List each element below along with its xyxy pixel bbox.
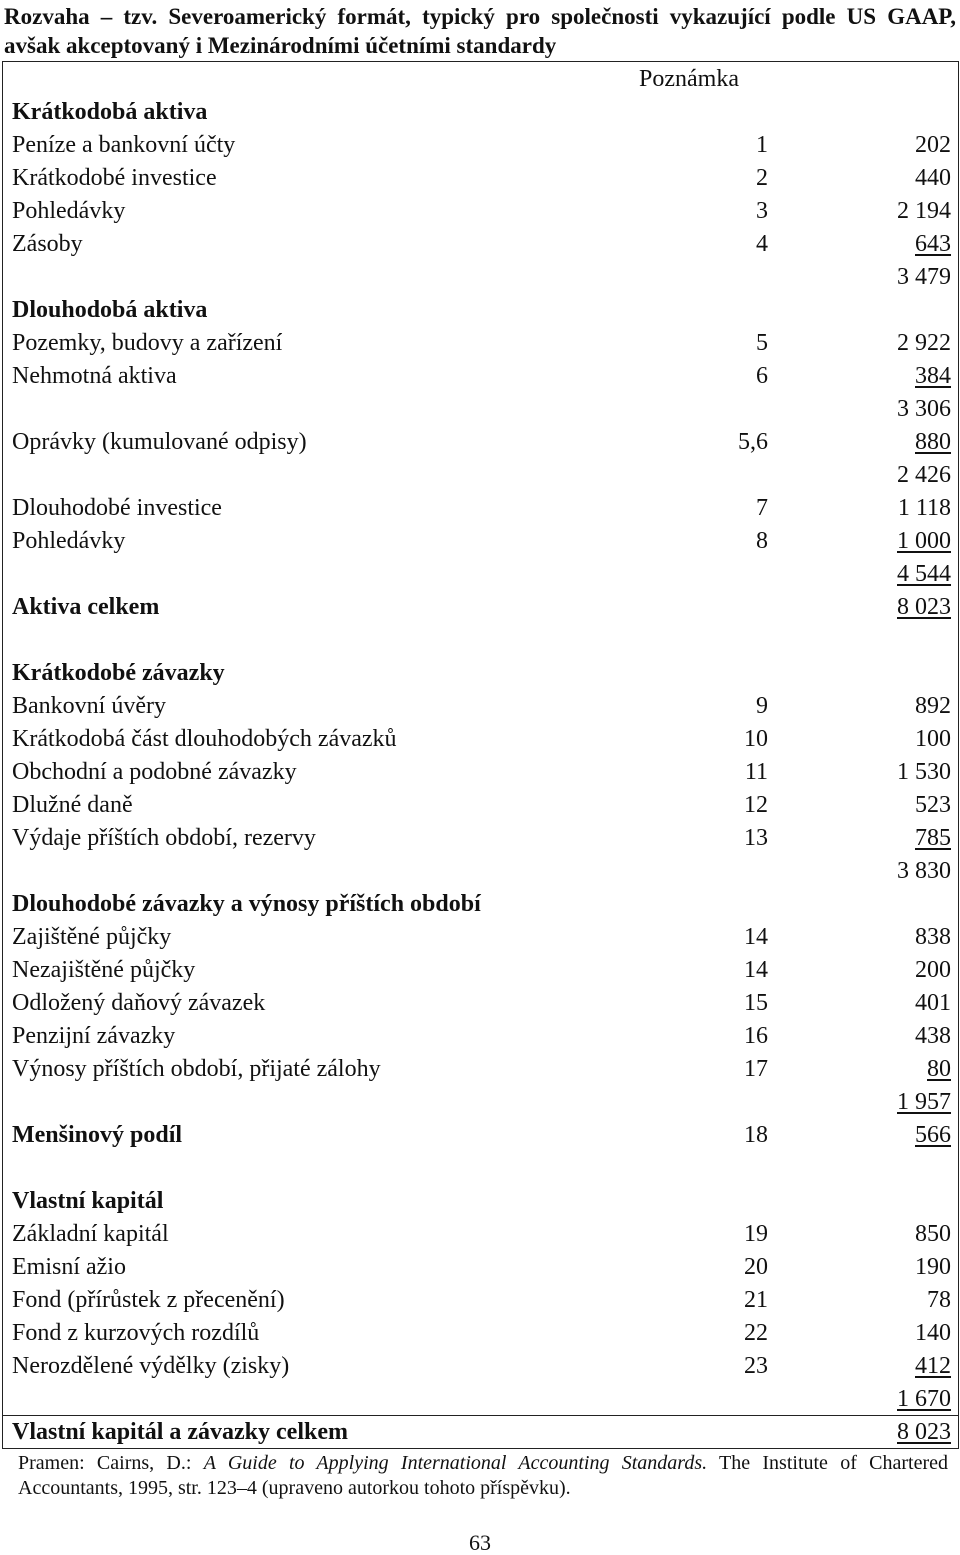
row-label: Obchodní a podobné závazky — [12, 759, 297, 785]
table-row — [3, 789, 958, 822]
row-label: Krátkodobé investice — [12, 165, 217, 191]
row-note: 18 — [744, 1122, 768, 1148]
row-amount: 440 — [915, 165, 951, 191]
row-amount: 80 — [927, 1056, 951, 1082]
row-amount: 412 — [915, 1353, 951, 1379]
row-label: Vlastní kapitál a závazky celkem — [12, 1419, 348, 1445]
table-row — [3, 1020, 958, 1053]
subtotal-row — [3, 558, 958, 591]
page-title: Rozvaha – tzv. Severoamerický formát, typický pro společnosti vykazující podle US GAAP, avšak akceptovaný i Mezinárodními účetními standardy — [4, 4, 956, 58]
row-amount: 384 — [915, 363, 951, 389]
row-label: Výdaje příštích období, rezervy — [12, 825, 316, 851]
row-label: Nerozdělené výdělky (zisky) — [12, 1353, 290, 1379]
row-note: 17 — [744, 1056, 768, 1082]
row-note: 12 — [744, 792, 768, 818]
row-amount: 785 — [915, 825, 951, 851]
row-label: Menšinový podíl — [12, 1122, 183, 1148]
subtotal-row — [3, 624, 958, 657]
row-note: 11 — [744, 759, 768, 785]
section-heading-row — [3, 591, 958, 624]
source-book-title: A Guide to Applying International Accounting Standards. — [203, 1452, 708, 1474]
row-label: Zásoby — [12, 231, 83, 257]
row-label: Vlastní kapitál — [12, 1188, 164, 1214]
row-amount: 1 118 — [897, 495, 951, 521]
table-row — [3, 525, 958, 558]
row-note: 4 — [756, 231, 768, 257]
source-prefix: Pramen: Cairns, D.: — [18, 1452, 204, 1474]
row-amount: 2 922 — [897, 330, 951, 356]
row-note: 16 — [744, 1023, 768, 1049]
table-row — [3, 228, 958, 261]
row-label: Krátkodobé závazky — [12, 660, 225, 686]
total-separator — [3, 1415, 958, 1448]
table-row — [3, 1350, 958, 1383]
row-note: 20 — [744, 1254, 768, 1280]
balance-sheet-table — [2, 61, 959, 1449]
row-label: Dlouhodobé závazky a výnosy příštích období — [12, 891, 481, 917]
row-amount: 892 — [915, 693, 951, 719]
table-row — [3, 921, 958, 954]
row-label: Emisní ažio — [12, 1254, 126, 1280]
row-amount: 3 479 — [897, 264, 951, 290]
row-note: 9 — [756, 693, 768, 719]
table-row — [3, 723, 958, 756]
row-note: 14 — [744, 924, 768, 950]
row-label: Pohledávky — [12, 528, 126, 554]
table-row — [3, 162, 958, 195]
section-heading-row — [3, 294, 958, 327]
table-row — [3, 426, 958, 459]
row-note: 15 — [744, 990, 768, 1016]
row-note: 21 — [744, 1287, 768, 1313]
row-amount: 1 530 — [897, 759, 951, 785]
row-label: Odložený daňový závazek — [12, 990, 266, 1016]
table-row — [3, 195, 958, 228]
section-heading-row — [3, 1119, 958, 1152]
row-amount: 850 — [915, 1221, 951, 1247]
row-note: 22 — [744, 1320, 768, 1346]
table-row — [3, 1284, 958, 1317]
row-label: Nehmotná aktiva — [12, 363, 177, 389]
table-row — [3, 492, 958, 525]
source-suffix: The Institute of Chartered Accountants, 1995, str. 123–4 (upraveno autorkou tohoto příspěvku). — [18, 1452, 948, 1499]
row-amount: 4 544 — [897, 561, 951, 587]
subtotal-row — [3, 1152, 958, 1185]
row-label: Pozemky, budovy a zařízení — [12, 330, 283, 356]
row-label: Fond z kurzových rozdílů — [12, 1320, 260, 1346]
row-note: 3 — [756, 198, 768, 224]
row-label: Bankovní úvěry — [12, 693, 166, 719]
row-amount: 202 — [915, 132, 951, 158]
row-amount: 3 306 — [897, 396, 951, 422]
table-row — [3, 822, 958, 855]
subtotal-row — [3, 459, 958, 492]
row-amount: 8 023 — [897, 594, 951, 620]
table-row — [3, 690, 958, 723]
row-amount: 190 — [915, 1254, 951, 1280]
section-heading-row — [3, 96, 958, 129]
table-row — [3, 1218, 958, 1251]
row-note: 8 — [756, 528, 768, 554]
subtotal-row — [3, 261, 958, 294]
row-label: Základní kapitál — [12, 1221, 169, 1247]
row-note: 2 — [756, 165, 768, 191]
subtotal-row — [3, 393, 958, 426]
row-amount: 78 — [927, 1287, 951, 1313]
source-citation — [18, 1451, 948, 1501]
table-row — [3, 129, 958, 162]
section-heading-row — [3, 657, 958, 690]
row-label: Dlouhodobá aktiva — [12, 297, 208, 323]
row-amount: 401 — [915, 990, 951, 1016]
table-row — [3, 1053, 958, 1086]
row-amount: 838 — [915, 924, 951, 950]
row-amount: 1 670 — [897, 1386, 951, 1412]
row-label: Peníze a bankovní účty — [12, 132, 236, 158]
table-row — [3, 1251, 958, 1284]
row-amount: 1 000 — [897, 528, 951, 554]
row-note: 19 — [744, 1221, 768, 1247]
row-amount: 2 194 — [897, 198, 951, 224]
table-header-row — [3, 63, 958, 96]
row-amount: 566 — [915, 1122, 951, 1148]
row-amount: 200 — [915, 957, 951, 983]
table-row — [3, 360, 958, 393]
row-amount: 100 — [915, 726, 951, 752]
table-row — [3, 954, 958, 987]
row-label: Výnosy příštích období, přijaté zálohy — [12, 1056, 381, 1082]
row-note: 5,6 — [738, 429, 768, 455]
row-amount: 523 — [915, 792, 951, 818]
table-row — [3, 756, 958, 789]
note-column-header: Poznámka — [639, 66, 739, 92]
table-row — [3, 1317, 958, 1350]
row-label: Oprávky (kumulované odpisy) — [12, 429, 307, 455]
row-label: Penzijní závazky — [12, 1023, 176, 1049]
row-note: 5 — [756, 330, 768, 356]
row-note: 6 — [756, 363, 768, 389]
section-heading-row — [3, 1185, 958, 1218]
row-label: Dlouhodobé investice — [12, 495, 222, 521]
row-label: Krátkodobá aktiva — [12, 99, 208, 125]
row-amount: 1 957 — [897, 1089, 951, 1115]
row-amount: 880 — [915, 429, 951, 455]
row-note: 14 — [744, 957, 768, 983]
row-note: 23 — [744, 1353, 768, 1379]
table-row — [3, 987, 958, 1020]
row-amount: 643 — [915, 231, 951, 257]
row-label: Krátkodobá část dlouhodobých závazků — [12, 726, 397, 752]
subtotal-row — [3, 855, 958, 888]
row-note: 7 — [756, 495, 768, 521]
row-amount: 3 830 — [897, 858, 951, 884]
page-number: 63 — [469, 1530, 491, 1555]
row-label: Pohledávky — [12, 198, 126, 224]
row-note: 1 — [756, 132, 768, 158]
row-label: Zajištěné půjčky — [12, 924, 172, 950]
row-label: Nezajištěné půjčky — [12, 957, 196, 983]
row-amount: 140 — [915, 1320, 951, 1346]
row-note: 10 — [744, 726, 768, 752]
row-amount: 8 023 — [897, 1419, 951, 1445]
subtotal-row — [3, 1383, 958, 1416]
row-label: Aktiva celkem — [12, 594, 160, 620]
section-heading-row — [3, 888, 958, 921]
row-label: Fond (přírůstek z přecenění) — [12, 1287, 285, 1313]
row-amount: 2 426 — [897, 462, 951, 488]
table-row — [3, 327, 958, 360]
subtotal-row — [3, 1086, 958, 1119]
row-amount: 438 — [915, 1023, 951, 1049]
row-note: 13 — [744, 825, 768, 851]
row-label: Dlužné daně — [12, 792, 133, 818]
